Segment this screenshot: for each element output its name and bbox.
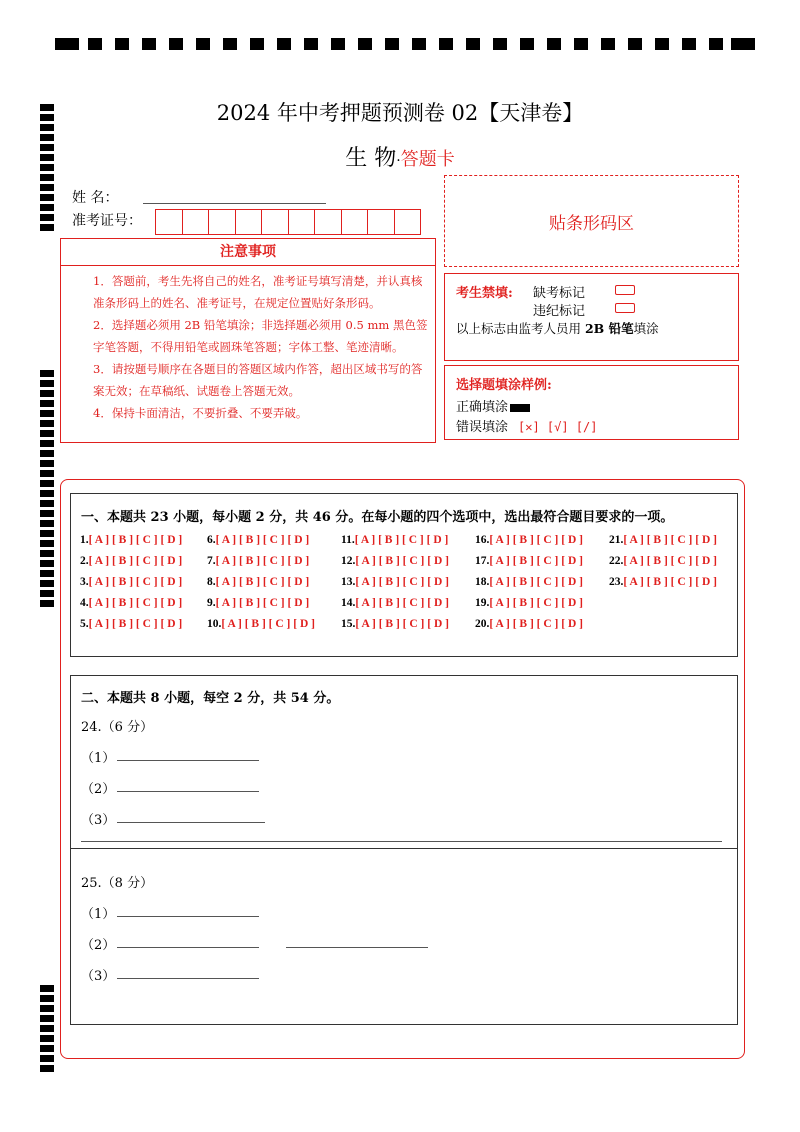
timing-mark	[40, 410, 54, 417]
timing-mark	[40, 1055, 54, 1062]
answer-options[interactable]: [ A ] [ B ] [ C ] [ D ]	[623, 534, 717, 546]
section-1-title: 一、本题共 23 小题，每小题 2 分，共 46 分。在每小题的四个选项中，选出最符合题目要求的一项。	[81, 510, 674, 525]
notice-title: 注意事项	[61, 239, 435, 266]
question-number: 8.	[207, 576, 216, 588]
answer-options[interactable]: [ A ] [ B ] [ C ] [ D ]	[355, 597, 449, 609]
q25-part-3-answer-line[interactable]	[117, 978, 259, 979]
timing-mark	[40, 370, 54, 377]
question-number: 23.	[609, 576, 624, 588]
answer-options[interactable]: [ A ] [ B ] [ C ] [ D ]	[489, 534, 583, 546]
choice-question[interactable]	[341, 555, 449, 567]
answer-options[interactable]: [ A ] [ B ] [ C ] [ D ]	[215, 576, 310, 588]
correct-fill-row	[456, 396, 530, 415]
timing-mark	[40, 510, 54, 517]
timing-mark	[142, 38, 156, 50]
section-2-title: 二、本题共 8 小题，每空 2 分，共 54 分。	[81, 691, 340, 706]
forbid-box	[444, 273, 739, 361]
timing-mark	[40, 390, 54, 397]
forbid-note-bold: 2B 铅笔	[584, 321, 634, 336]
name-field[interactable]	[143, 203, 326, 204]
sample-label: 选择题填涂样例:	[456, 378, 552, 393]
wrong-fill-marks: [✕] [√] [/]	[518, 420, 598, 434]
question-number: 9.	[207, 597, 216, 609]
timing-mark	[277, 38, 291, 50]
question-divider	[71, 848, 737, 849]
q25-part-1-answer-line[interactable]	[117, 916, 259, 917]
answer-options[interactable]: [ A ] [ B ] [ C ] [ D ]	[355, 576, 449, 588]
timing-mark	[358, 38, 372, 50]
timing-mark	[439, 38, 453, 50]
answer-options[interactable]: [ A ] [ B ] [ C ] [ D ]	[215, 555, 310, 567]
section-1-multiple-choice	[70, 493, 738, 657]
choice-question[interactable]	[207, 576, 309, 588]
timing-mark	[40, 1045, 54, 1052]
answer-options[interactable]: [ A ] [ B ] [ C ] [ D ]	[355, 618, 449, 630]
answer-options[interactable]: [ A ] [ B ] [ C ] [ D ]	[489, 597, 583, 609]
answer-options[interactable]: [ A ] [ B ] [ C ] [ D ]	[88, 576, 183, 588]
answer-options[interactable]: [ A ] [ B ] [ C ] [ D ]	[489, 576, 583, 588]
question-number: 13.	[341, 576, 356, 588]
timing-mark	[40, 1015, 54, 1022]
question-number: 12.	[341, 555, 356, 567]
timing-mark	[304, 38, 318, 50]
timing-mark	[40, 380, 54, 387]
answer-options[interactable]: [ A ] [ B ] [ C ] [ D ]	[354, 534, 449, 546]
section-2-fill-in	[70, 675, 738, 1025]
violation-mark-label: 违纪标记	[533, 304, 586, 319]
filled-mark-icon	[510, 404, 530, 412]
timing-mark	[40, 430, 54, 437]
timing-mark	[40, 440, 54, 447]
choice-question[interactable]	[341, 534, 448, 546]
notice-item: 1．答题前，考生先将自己的姓名，准考证号填写清楚，并认真核准条形码上的姓名、准考证号，在规定位置贴好条形码。	[93, 274, 423, 310]
subject-name: 生 物	[345, 146, 397, 171]
q24-part-3-answer-line[interactable]	[117, 822, 265, 823]
forbid-note	[456, 319, 659, 337]
choice-question[interactable]	[80, 555, 182, 567]
question-number: 15.	[341, 618, 356, 630]
forbid-note-post: 填涂	[633, 321, 659, 336]
question-number: 4.	[80, 597, 89, 609]
timing-mark	[40, 995, 54, 1002]
timing-mark	[547, 38, 561, 50]
timing-mark	[169, 38, 183, 50]
choice-question[interactable]	[80, 597, 182, 609]
timing-mark	[40, 134, 54, 141]
q24-part-2-answer-line[interactable]	[117, 791, 259, 792]
question-number: 3.	[80, 576, 89, 588]
answer-options[interactable]: [ A ] [ B ] [ C ] [ D ]	[623, 555, 717, 567]
q24-extra-line[interactable]	[81, 841, 722, 842]
q24-part-2-label: （2）	[81, 782, 116, 797]
question-number: 21.	[609, 534, 624, 546]
absent-mark-label: 缺考标记	[533, 286, 586, 301]
q25-heading: 25.（8 分）	[81, 876, 154, 891]
timing-mark	[40, 224, 54, 231]
choice-question[interactable]	[207, 618, 315, 630]
q25-part-2-answer-line[interactable]	[117, 947, 259, 948]
choice-question[interactable]	[207, 597, 309, 609]
q24-heading: 24.（6 分）	[81, 720, 154, 735]
choice-question[interactable]	[609, 555, 717, 567]
answer-options[interactable]: [ A ] [ B ] [ C ] [ D ]	[88, 618, 183, 630]
answer-options[interactable]: [ A ] [ B ] [ C ] [ D ]	[88, 534, 183, 546]
choice-question[interactable]	[341, 597, 449, 609]
answer-options[interactable]: [ A ] [ B ] [ C ] [ D ]	[489, 618, 583, 630]
answer-options[interactable]: [ A ] [ B ] [ C ] [ D ]	[215, 597, 310, 609]
timing-mark	[40, 1025, 54, 1032]
question-number: 22.	[609, 555, 624, 567]
id-label: 准考证号：	[72, 213, 142, 229]
timing-mark	[40, 1065, 54, 1072]
question-number: 5.	[80, 618, 89, 630]
timing-mark	[40, 400, 54, 407]
timing-mark	[731, 38, 755, 50]
answer-options[interactable]: [ A ] [ B ] [ C ] [ D ]	[489, 555, 583, 567]
timing-mark	[223, 38, 237, 50]
timing-mark	[88, 38, 102, 50]
q25-part-1-label: （1）	[81, 907, 116, 922]
timing-mark	[40, 550, 54, 557]
timing-mark	[115, 38, 129, 50]
forbid-note-pre: 以上标志由监考人员用	[456, 321, 585, 336]
timing-mark	[40, 204, 54, 211]
choice-question[interactable]	[80, 576, 182, 588]
timing-mark	[40, 570, 54, 577]
question-number: 16.	[475, 534, 490, 546]
wrong-fill-label: 错误填涂	[456, 420, 509, 435]
choice-question[interactable]	[475, 576, 583, 588]
question-number: 20.	[475, 618, 490, 630]
timing-mark	[40, 194, 54, 201]
choice-question[interactable]	[80, 618, 182, 630]
timing-mark	[40, 520, 54, 527]
question-number: 6.	[207, 534, 216, 546]
timing-mark	[40, 470, 54, 477]
timing-mark	[40, 985, 54, 992]
answer-options[interactable]: [ A ] [ B ] [ C ] [ D ]	[215, 534, 310, 546]
timing-mark	[385, 38, 399, 50]
q24-part-1-label: （1）	[81, 751, 116, 766]
timing-mark	[40, 500, 54, 507]
timing-mark	[574, 38, 588, 50]
timing-mark	[40, 420, 54, 427]
timing-mark	[196, 38, 210, 50]
timing-mark	[628, 38, 642, 50]
violation-mark-box[interactable]	[615, 303, 635, 313]
notice-box	[60, 238, 436, 443]
choice-question[interactable]	[609, 534, 717, 546]
choice-question[interactable]	[475, 555, 583, 567]
choice-question[interactable]	[609, 576, 717, 588]
notice-item: 3．请按题号顺序在各题目的答题区域内作答，超出区域书写的答案无效；在草稿纸、试题卷上答题无效。	[93, 362, 423, 398]
subject-heading	[0, 141, 800, 172]
answer-options[interactable]: [ A ] [ B ] [ C ] [ D ]	[88, 597, 183, 609]
answer-options[interactable]: [ A ] [ B ] [ C ] [ D ]	[221, 618, 315, 630]
q24-part-1-answer-line[interactable]	[117, 760, 259, 761]
timing-mark	[40, 184, 54, 191]
q25-part-2-answer-line-b[interactable]	[286, 947, 428, 948]
question-number: 2.	[80, 555, 89, 567]
timing-mark	[40, 580, 54, 587]
question-number: 10.	[207, 618, 222, 630]
notice-item: 4．保持卡面清洁，不要折叠、不要弄破。	[93, 406, 308, 420]
timing-mark	[493, 38, 507, 50]
timing-mark	[655, 38, 669, 50]
choice-question[interactable]	[341, 618, 449, 630]
choice-question[interactable]	[80, 534, 182, 546]
timing-mark	[250, 38, 264, 50]
answer-options[interactable]: [ A ] [ B ] [ C ] [ D ]	[88, 555, 183, 567]
question-number: 1.	[80, 534, 89, 546]
question-number: 7.	[207, 555, 216, 567]
timing-mark	[40, 600, 54, 607]
choice-question[interactable]	[475, 534, 583, 546]
timing-mark	[40, 490, 54, 497]
top-timing-marks	[55, 38, 755, 50]
barcode-label: 贴条形码区	[549, 213, 634, 234]
timing-mark	[331, 38, 345, 50]
q24-part-3-label: （3）	[81, 813, 116, 828]
timing-mark	[520, 38, 534, 50]
answer-options[interactable]: [ A ] [ B ] [ C ] [ D ]	[355, 555, 449, 567]
correct-fill-label: 正确填涂	[456, 400, 509, 415]
question-number: 18.	[475, 576, 490, 588]
wrong-fill-row	[456, 416, 598, 435]
absent-mark-box[interactable]	[615, 285, 635, 295]
choice-question[interactable]	[475, 618, 583, 630]
question-number: 19.	[475, 597, 490, 609]
timing-mark	[466, 38, 480, 50]
q25-part-3-label: （3）	[81, 969, 116, 984]
fill-sample-box	[444, 365, 739, 440]
q25-part-2-label: （2）	[81, 938, 116, 953]
answer-options[interactable]: [ A ] [ B ] [ C ] [ D ]	[623, 576, 717, 588]
forbid-label: 考生禁填:	[456, 286, 513, 301]
timing-mark	[40, 1005, 54, 1012]
timing-mark	[40, 480, 54, 487]
choice-question[interactable]	[341, 576, 449, 588]
barcode-area	[444, 175, 739, 267]
question-number: 11.	[341, 534, 355, 546]
timing-mark	[40, 1035, 54, 1042]
question-number: 17.	[475, 555, 490, 567]
name-label: 姓 名：	[72, 190, 119, 206]
timing-mark	[412, 38, 426, 50]
timing-mark	[40, 530, 54, 537]
timing-mark	[40, 540, 54, 547]
timing-mark	[40, 460, 54, 467]
timing-mark	[40, 450, 54, 457]
choice-question[interactable]	[207, 555, 309, 567]
exam-id-boxes[interactable]	[155, 209, 421, 235]
question-number: 14.	[341, 597, 356, 609]
subject-dot: ·	[396, 153, 401, 169]
timing-mark	[55, 38, 79, 50]
timing-mark	[40, 590, 54, 597]
choice-question[interactable]	[475, 597, 583, 609]
timing-mark	[601, 38, 615, 50]
timing-mark	[40, 560, 54, 567]
timing-mark	[709, 38, 723, 50]
timing-mark	[682, 38, 696, 50]
timing-mark	[40, 214, 54, 221]
answer-card-label: 答题卡	[400, 149, 455, 170]
timing-mark	[40, 174, 54, 181]
choice-question[interactable]	[207, 534, 309, 546]
page-title: 2024 年中考押题预测卷 02【天津卷】	[216, 101, 584, 125]
notice-item: 2．选择题必须用 2B 铅笔填涂；非选择题必须用 0.5 mm 黑色签字笔答题，不得用铅笔或圆珠笔答题；字体工整、笔迹清晰。	[93, 318, 428, 354]
